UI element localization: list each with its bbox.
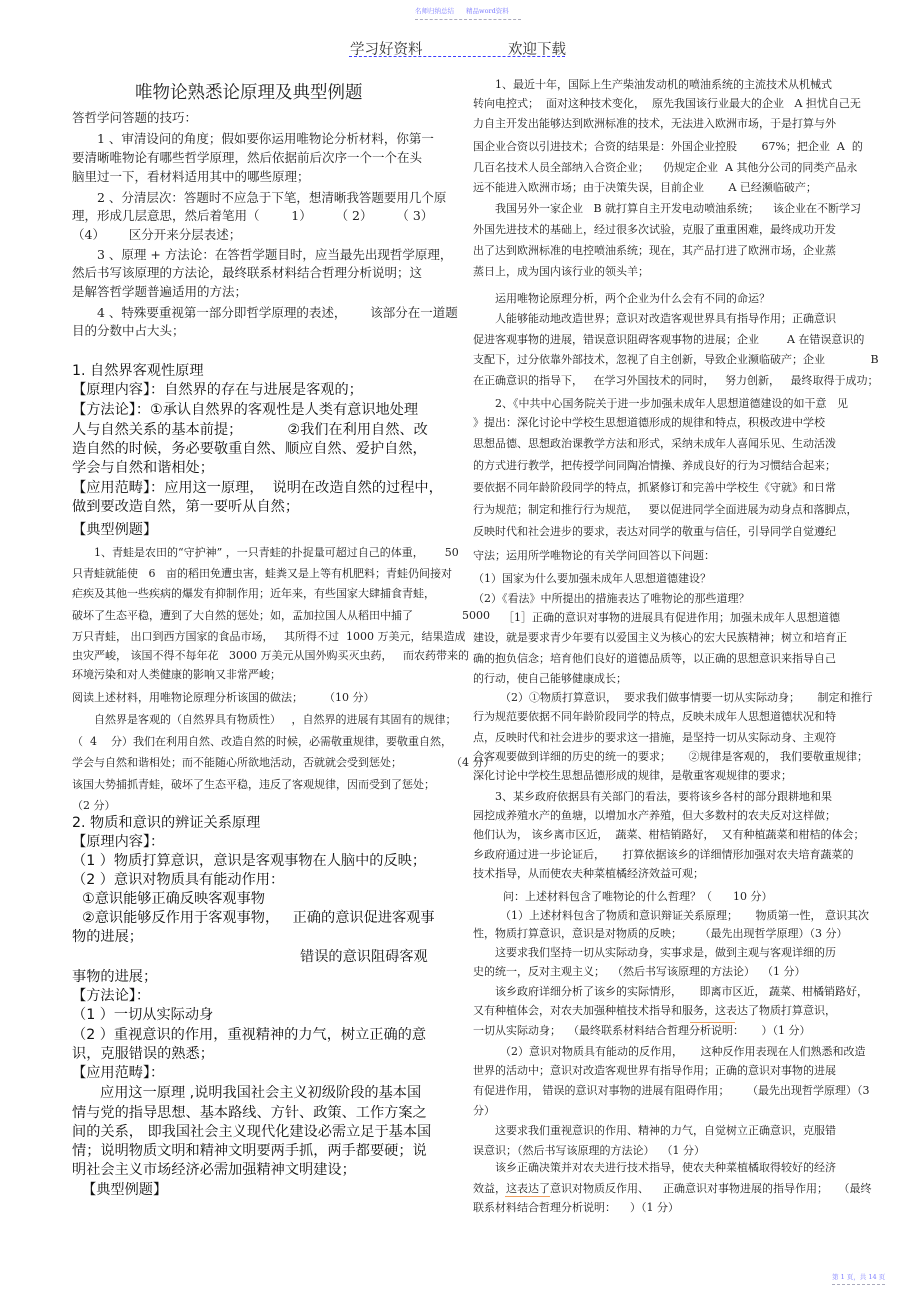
text-line: （2 分） (72, 799, 116, 812)
text-line: 1、青蛙是农田的“守护神” ，一只青蛙的扑捉量可超过自己的体重， 50 (94, 546, 459, 559)
text-line: 分） (473, 1104, 495, 1117)
text-line: 是解答哲学题普遍适用的方法； (72, 284, 248, 299)
text-line: 造自然的时候，务必要敬重自然、顺应自然、爱护自然， (72, 441, 427, 457)
text-line: 行为规范；制定和推行行为规范， 要以促进同学全面进展为动身点和落脚点， (473, 503, 858, 516)
text-line: 虫灾严峻， 该国不得不每年花 3000 万美元从国外购买灭虫药， 而农药带来的 (72, 649, 469, 662)
text-line: 【典型例题】 (82, 1182, 168, 1198)
text-line: 学会与自然和谐相处； (72, 460, 214, 476)
text-line: 【典型例题】 (72, 522, 158, 538)
text-line: 有促进作用， 错误的意识对事物的进展有阻碍作用； （最先出现哲学原理）（3 (473, 1084, 870, 1097)
watermark-left: 名师归纳总结 (415, 7, 454, 15)
header-left: 学习好资料 (350, 42, 423, 58)
text-line: 蒸日上，成为国内该行业的领头羊； (473, 265, 649, 278)
text-line: 脑里过一下，看材料适用其中的哪些原理； (72, 169, 310, 184)
text-line: 应用这一原理 ,说明我国社会主义初级阶段的基本国 (100, 1085, 422, 1101)
text-line: ［1］正确的意识对事物的进展具有促进作用；加强未成年人思想道德 (503, 611, 840, 624)
text-line: 又有种植体会，对农夫加强种植技术指导和服务，这表达了物质打算意识， (473, 1004, 836, 1017)
header-divider (349, 56, 565, 57)
text-line: 乡政府通过进一步论证后， 打算依据该乡的详细情形加强对农夫培育蔬菜的 (473, 848, 854, 861)
text-line: 效益，这表达了意识对物质反作用、 正确意识对事物进展的指导作用； （最终 (473, 1182, 872, 1195)
text-line: 促进客观事物的进展，错误意识阻碍客观事物的进展；企业 A 在错误意识的 (473, 333, 865, 346)
text-line: （4） 区分开来分层表述； (72, 227, 242, 242)
text-line: 然后书写该原理的方法论，最终联系材料结合哲理分析说明；这 (72, 265, 423, 280)
text-line: 史的统一，反对主观主义； （然后书写该原理的方法论） （1 分） (473, 965, 806, 978)
text-line: 错误的意识阻碍客观 (300, 949, 428, 965)
text-line: 的行动，使自己能够健康成长； (473, 672, 627, 685)
text-line: 3 、原理 + 方法论：在答哲学题目时，应当最先出现哲学原理， (97, 247, 453, 262)
text-line: 点，反映时代和社会进步的要求这一措施，是坚持一切从实际动身、主观符 (473, 731, 836, 744)
text-line: 情；说明物质文明和精神文明要两手抓，两手都要硬；说 (72, 1143, 427, 1159)
text-line: 反映时代和社会进步的要求，表达对同学的敬重与信任，引导同学自觉遵纪 (473, 525, 836, 538)
text-line: 自然界是客观的（自然界具有物质性） ，自然界的进展有其固有的规律； (94, 713, 457, 726)
watermark (415, 6, 521, 20)
text-line: 国企业合资以引进技术；合资的结果是：外国企业控股 67%；把企业 A 的 (473, 140, 863, 153)
text-line: ②意识能够反作用于客观事物， 正确的意识促进客观事 (82, 910, 435, 926)
text-line: （1 ）物质打算意识，意识是客观事物在人脑中的反映； (72, 853, 427, 869)
text-line: 问：上述材料包含了唯物论的什么哲理？（ 10 分） (503, 890, 773, 903)
text-line: 该国大势捕抓青蛙，破坏了生态平稳，违反了客观规律，因而受到了惩处； (72, 778, 435, 791)
text-line: 1. 自然界客观性原理 (72, 363, 204, 379)
text-line: 明社会主义市场经济必需加强精神文明建设； (72, 1162, 356, 1178)
text-line: 【方法论】：①承认自然界的客观性是人类有意识地处理 (72, 402, 419, 418)
text-line: （2 ）重视意识的作用，重视精神的力气，树立正确的意 (72, 1027, 427, 1043)
text-line: （2）《看法》中所提出的措施表达了唯物论的那些道理？ (473, 592, 750, 605)
text-line: 【应用范畴】： (72, 1065, 165, 1081)
text-line: 间的关系， 即我国社会主义现代化建设必需立足于基本国 (72, 1124, 432, 1140)
text-line: 这要求我们重视意识的作用、精神的力气，自觉树立正确意识，克服错 (495, 1124, 836, 1137)
text-line: 该乡正确决策并对农夫进行技术指导，使农夫种菜植橘取得较好的经济 (495, 1161, 836, 1174)
header-right: 欢迎下载 (508, 42, 566, 58)
text-line: 【原理内容】：自然界的存在与进展是客观的； (72, 382, 363, 398)
text-line: （2 ）意识对物质具有能动作用： (72, 872, 285, 888)
text-line: 情与党的指导思想、基本路线、方针、政策、工作方案之 (72, 1105, 427, 1121)
text-line: 万只青蛙， 出口到西方国家的食品市场， 其所得不过 1000 万美元，结果造成 (72, 630, 466, 643)
text-line: 只青蛙就能使 6 亩的稻田免遭虫害，蛙粪又是上等有机肥料；青蛙仍间接对 (72, 567, 452, 580)
text-line: 思想品德、思想政治课教学方法和形式，采纳未成年人喜闻乐见、生动活泼 (473, 437, 836, 450)
watermark-right: 精品word资料 (466, 7, 509, 15)
text-line: 【原理内容】： (72, 834, 165, 850)
page-footer: 第 1 页，共 14 页 (832, 1272, 885, 1285)
text-line: （2）①物质打算意识， 要求我们做事情要一切从实际动身； 制定和推行 (500, 691, 873, 704)
text-line: 理，形成几层意思，然后着笔用（ 1） （ 2） （ 3） (72, 208, 434, 223)
text-line: 外国先进技术的基础上，经过很多次试验，克服了重重困难，最终成功开发 (473, 223, 836, 236)
text-line: 【应用范畴】：应用这一原理， 说明在改造自然的过程中， (72, 480, 443, 496)
text-line: 联系材料结合哲理分析说明： ）（1 分） (473, 1201, 679, 1214)
text-line: 的方式进行教学，把传授学问同陶冶情操、养成良好的行为习惯结合起来； (473, 459, 836, 472)
text-line: 支配下，过分依靠外部技术，忽视了自主创新，导致企业濒临破产；企业 B (473, 353, 879, 366)
text-line: 技术指导，从而使农夫种菜植橘经济效益可观； (473, 867, 704, 880)
text-line: 性，物质打算意识，意识是对物质的反映； （最先出现哲学原理）（3 分） (473, 927, 848, 940)
text-line: 建设，就是要求青少年要有以爱国主义为核心的宏大民族精神；树立和培育正 (473, 631, 847, 644)
text-line: 事物的进展； (72, 969, 158, 985)
text-line: 远不能进入欧洲市场；由于决策失误，目前企业 A 已经濒临破产； (473, 181, 817, 194)
text-line: 深化讨论中学校生思想品德形成的规律，是敬重客观规律的要求； (473, 769, 792, 782)
text-line: （2）意识对物质具有能动的反作用， 这种反作用表现在人们熟悉和改造 (500, 1045, 866, 1058)
text-line: 他们认为， 该乡离市区近， 蔬菜、柑桔销路好， 又有种植蔬菜和柑桔的体会； (473, 828, 865, 841)
text-line: 该乡政府详细分析了该乡的实际情形， 即离市区近， 蔬菜、柑橘销路好， (495, 985, 868, 998)
underline-mark (505, 1196, 550, 1197)
text-line: ①意识能够正确反映客观事物 (82, 891, 265, 907)
text-line: （ 4 分）我们在利用自然、改造自然的时候，必需敬重规律，要敬重自然， (72, 735, 452, 748)
text-line: 答哲学问答题的技巧： (72, 110, 198, 125)
text-line: 这要求我们坚持一切从实际动身，实事求是，做到主观与客观详细的历 (495, 946, 836, 959)
text-line: 1 、审清设问的角度；假如要你运用唯物论分析材料，你第一 (97, 131, 434, 146)
text-line: 运用唯物论原理分析，两个企业为什么会有不同的命运？ (495, 292, 770, 305)
text-line: 园挖成养殖水产的鱼塘，以增加水产养殖，但大多数村的农夫反对这样做； (473, 809, 836, 822)
text-line: 要依据不同年龄阶段同学的特点，抓紧修订和完善中学校生《守就》和日常 (473, 481, 836, 494)
text-line: 行为规范要依据不同年龄阶段同学的特点，反映未成年人思想道德状况和特 (473, 710, 836, 723)
text-line: 阅读上述材料，用唯物论原理分析该国的做法； （10 分） (72, 691, 375, 704)
text-line: 转向电控式； 面对这种技术变化， 原先我国该行业最大的企业 A 担忧自己无 (473, 97, 861, 110)
text-line: 合客观要做到详细的历史的统一的要求； ②规律是客观的， 我们要敬重规律； (473, 750, 868, 763)
text-line: 2、《中共中心国务院关于进一步加强未成年人思想道德建设的如干意 见 (495, 397, 848, 410)
text-line: 3、某乡政府依据县有关部门的看法，要将该乡各村的部分跟耕地和果 (495, 790, 832, 803)
text-line: 目的分数中占大头； (72, 323, 185, 338)
underline-mark (690, 1022, 735, 1023)
text-line: 1、最近十年，国际上生产柴油发动机的喷油系统的主流技术从机械式 (495, 78, 832, 91)
text-line: 识，克服错误的熟悉； (72, 1046, 214, 1062)
text-line: 环境污染和对人类健康的影响又非常严峻； (72, 668, 281, 681)
text-line: （1 ）一切从实际动身 (72, 1007, 214, 1023)
text-line: 做到要改造自然，第一要听从自然； (72, 499, 300, 515)
text-line: 人与自然关系的基本前提； ②我们在利用自然、改 (72, 422, 428, 438)
text-line: 破坏了生态平稳，遭到了大自然的惩处；如，孟加拉国人从稻田中捕了 5000 (72, 609, 490, 622)
text-line: 人能够能动地改造世界；意识对改造客观世界具有指导作用；正确意识 (495, 312, 836, 325)
text-line: 物的进展； (72, 929, 143, 945)
text-line: 2. 物质和意识的辨证关系原理 (72, 815, 261, 831)
text-line: 学会与自然和谐相处；而不能随心所欲地活动，否就就会受到惩处； （4 分） (72, 756, 495, 769)
text-line: 在正确意识的指导下， 在学习外国技术的同时， 努力创新， 最终取得于成功； (473, 374, 879, 387)
text-line: 【方法论】： (72, 988, 151, 1004)
text-line: （1）国家为什么要加强未成年人思想道德建设？ (473, 572, 711, 585)
text-line: 》提出：深化讨论中学校生思想道德形成的规律和特点，积极改进中学校 (473, 416, 825, 429)
text-line: 2 、分清层次：答题时不应急于下笔，想清晰我答题要用几个原 (97, 190, 447, 205)
text-line: 守法；运用所学唯物论的有关学问回答以下问题： (473, 549, 715, 562)
text-line: （1）上述材料包含了物质和意识辩证关系原理； 物质第一性， 意识其次 (500, 909, 869, 922)
text-line: 误意识；（然后书写该原理的方法论） （1 分） (473, 1144, 705, 1157)
text-line: 要清晰唯物论有哪些哲学原理，然后依据前后次序一个一个在头 (72, 150, 423, 165)
text-line: 确的抱负信念；培育他们良好的道德品质等，以正确的思想意识来指导自己 (473, 652, 836, 665)
text-line: 4 、特殊要重视第一部分即哲学原理的表述， 该部分在一道题 (97, 305, 458, 320)
text-line: 一切从实际动身； （最终联系材料结合哲理分析说明： ）（1 分） (473, 1024, 811, 1037)
text-line: 出了达到欧洲标准的电控喷油系统；现在，其产品打进了欧洲市场，企业蒸 (473, 244, 836, 257)
text-line: 几百名技术人员全部纳入合资企业； 仍规定企业 A 其他分公司的同类产品永 (473, 161, 858, 174)
text-line: 世界的活动中；意识对改造客观世界有指导作用；正确的意识对事物的进展 (473, 1064, 836, 1077)
text-line: 我国另外一家企业 B 就打算自主开发电动喷油系统； 该企业在不断学习 (495, 202, 862, 215)
document-title: 唯物论熟悉论原理及典型例题 (135, 83, 363, 103)
text-line: 力自主开发出能够达到欧洲标准的技术，无法进入欧洲市场，于是打算与外 (473, 117, 836, 130)
text-line: 疟疾及其他一些疾病的爆发有抑制作用；近年来，有些国家大肆捕食青蛙， (72, 587, 435, 600)
